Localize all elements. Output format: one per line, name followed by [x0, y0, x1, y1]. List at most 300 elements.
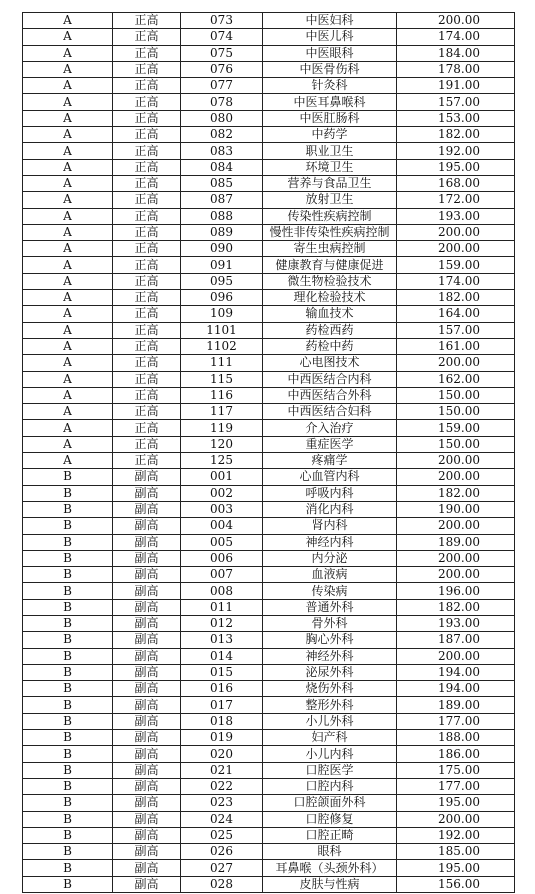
specialty-cell: 中药学 — [263, 127, 397, 143]
score-cell: 168.00 — [397, 175, 515, 191]
score-cell: 177.00 — [397, 778, 515, 794]
code-cell: 109 — [181, 306, 263, 322]
table-row — [23, 29, 515, 45]
title-cell: 副高 — [113, 811, 181, 827]
specialty-cell: 理化检验技术 — [263, 290, 397, 306]
code-cell: 002 — [181, 485, 263, 501]
specialty-cell: 口腔颌面外科 — [263, 795, 397, 811]
score-cell: 200.00 — [397, 567, 515, 583]
code-cell: 075 — [181, 45, 263, 61]
code-cell: 083 — [181, 143, 263, 159]
code-cell: 016 — [181, 681, 263, 697]
table-row — [23, 273, 515, 289]
level-cell: A — [23, 387, 113, 403]
title-cell: 副高 — [113, 518, 181, 534]
code-cell: 028 — [181, 876, 263, 892]
code-cell: 001 — [181, 469, 263, 485]
score-cell: 193.00 — [397, 615, 515, 631]
level-cell: B — [23, 534, 113, 550]
specialty-cell: 小儿内科 — [263, 746, 397, 762]
title-cell: 正高 — [113, 159, 181, 175]
title-cell: 正高 — [113, 175, 181, 191]
title-cell: 正高 — [113, 453, 181, 469]
code-cell: 020 — [181, 746, 263, 762]
table-row — [23, 876, 515, 892]
level-cell: A — [23, 306, 113, 322]
specialty-cell: 寄生虫病控制 — [263, 241, 397, 257]
title-cell: 副高 — [113, 681, 181, 697]
level-cell: B — [23, 876, 113, 892]
score-cell: 156.00 — [397, 876, 515, 892]
code-cell: 091 — [181, 257, 263, 273]
title-cell: 正高 — [113, 45, 181, 61]
title-cell: 正高 — [113, 241, 181, 257]
level-cell: A — [23, 273, 113, 289]
score-cell: 195.00 — [397, 860, 515, 876]
score-cell: 192.00 — [397, 827, 515, 843]
code-cell: 078 — [181, 94, 263, 110]
table-row — [23, 827, 515, 843]
score-cell: 164.00 — [397, 306, 515, 322]
specialty-cell: 口腔医学 — [263, 762, 397, 778]
specialty-cell: 神经内科 — [263, 534, 397, 550]
level-cell: B — [23, 681, 113, 697]
specialty-cell: 神经外科 — [263, 648, 397, 664]
score-cell: 157.00 — [397, 322, 515, 338]
specialty-cell: 妇产科 — [263, 730, 397, 746]
title-cell: 副高 — [113, 485, 181, 501]
title-cell: 正高 — [113, 306, 181, 322]
score-cell: 182.00 — [397, 599, 515, 615]
table-row — [23, 143, 515, 159]
level-cell: B — [23, 485, 113, 501]
level-cell: A — [23, 192, 113, 208]
level-cell: A — [23, 208, 113, 224]
specialty-cell: 普通外科 — [263, 599, 397, 615]
specialty-cell: 心电图技术 — [263, 355, 397, 371]
title-cell: 正高 — [113, 257, 181, 273]
level-cell: A — [23, 404, 113, 420]
specialty-cell: 药检中药 — [263, 338, 397, 354]
title-cell: 正高 — [113, 29, 181, 45]
table-row — [23, 469, 515, 485]
table-row — [23, 338, 515, 354]
title-cell: 副高 — [113, 599, 181, 615]
table-row — [23, 860, 515, 876]
score-cell: 177.00 — [397, 713, 515, 729]
code-cell: 008 — [181, 583, 263, 599]
table-row — [23, 322, 515, 338]
specialty-cell: 中医儿科 — [263, 29, 397, 45]
table-row — [23, 224, 515, 240]
code-cell: 014 — [181, 648, 263, 664]
level-cell: B — [23, 550, 113, 566]
specialty-cell: 内分泌 — [263, 550, 397, 566]
title-cell: 副高 — [113, 778, 181, 794]
score-cell: 189.00 — [397, 534, 515, 550]
score-cell: 194.00 — [397, 681, 515, 697]
code-cell: 088 — [181, 208, 263, 224]
code-cell: 003 — [181, 501, 263, 517]
table-row — [23, 811, 515, 827]
level-cell: A — [23, 224, 113, 240]
level-cell: A — [23, 436, 113, 452]
specialty-cell: 微生物检验技术 — [263, 273, 397, 289]
title-cell: 正高 — [113, 273, 181, 289]
score-cell: 153.00 — [397, 110, 515, 126]
table-row — [23, 61, 515, 77]
score-cell: 185.00 — [397, 844, 515, 860]
code-cell: 025 — [181, 827, 263, 843]
title-cell: 正高 — [113, 143, 181, 159]
score-cell: 186.00 — [397, 746, 515, 762]
title-cell: 正高 — [113, 127, 181, 143]
title-cell: 正高 — [113, 13, 181, 29]
table-row — [23, 355, 515, 371]
score-cell: 194.00 — [397, 664, 515, 680]
specialty-cell: 中西医结合内科 — [263, 371, 397, 387]
code-cell: 080 — [181, 110, 263, 126]
code-cell: 015 — [181, 664, 263, 680]
specialty-cell: 小儿外科 — [263, 713, 397, 729]
code-cell: 125 — [181, 453, 263, 469]
level-cell: A — [23, 159, 113, 175]
title-cell: 副高 — [113, 550, 181, 566]
table-row — [23, 241, 515, 257]
specialty-cell: 慢性非传染性疾病控制 — [263, 224, 397, 240]
score-cell: 191.00 — [397, 78, 515, 94]
level-cell: B — [23, 648, 113, 664]
table-row — [23, 778, 515, 794]
specialty-cell: 职业卫生 — [263, 143, 397, 159]
code-cell: 111 — [181, 355, 263, 371]
table-row — [23, 648, 515, 664]
table-row — [23, 567, 515, 583]
table-row — [23, 485, 515, 501]
title-cell: 正高 — [113, 208, 181, 224]
specialty-cell: 营养与食品卫生 — [263, 175, 397, 191]
level-cell: A — [23, 420, 113, 436]
code-cell: 021 — [181, 762, 263, 778]
score-cell: 172.00 — [397, 192, 515, 208]
score-cell: 174.00 — [397, 29, 515, 45]
title-cell: 副高 — [113, 534, 181, 550]
title-cell: 副高 — [113, 648, 181, 664]
specialty-cell: 胸心外科 — [263, 632, 397, 648]
code-cell: 073 — [181, 13, 263, 29]
level-cell: A — [23, 94, 113, 110]
level-cell: A — [23, 241, 113, 257]
score-cell: 174.00 — [397, 273, 515, 289]
level-cell: A — [23, 257, 113, 273]
table-row — [23, 746, 515, 762]
score-cell: 161.00 — [397, 338, 515, 354]
specialty-cell: 疼痛学 — [263, 453, 397, 469]
code-cell: 017 — [181, 697, 263, 713]
code-cell: 116 — [181, 387, 263, 403]
title-cell: 正高 — [113, 290, 181, 306]
table-row — [23, 78, 515, 94]
specialty-cell: 环境卫生 — [263, 159, 397, 175]
code-cell: 013 — [181, 632, 263, 648]
score-cell: 200.00 — [397, 550, 515, 566]
specialty-cell: 针灸科 — [263, 78, 397, 94]
specialty-cell: 药检西药 — [263, 322, 397, 338]
title-cell: 正高 — [113, 94, 181, 110]
level-cell: A — [23, 110, 113, 126]
table-row — [23, 501, 515, 517]
title-cell: 正高 — [113, 78, 181, 94]
table-row — [23, 518, 515, 534]
code-cell: 018 — [181, 713, 263, 729]
level-cell: B — [23, 615, 113, 631]
level-cell: B — [23, 518, 113, 534]
title-cell: 正高 — [113, 436, 181, 452]
table-row — [23, 681, 515, 697]
code-cell: 076 — [181, 61, 263, 77]
score-cell: 192.00 — [397, 143, 515, 159]
table-row — [23, 844, 515, 860]
code-cell: 085 — [181, 175, 263, 191]
table-row — [23, 192, 515, 208]
specialty-cell: 介入治疗 — [263, 420, 397, 436]
level-cell: B — [23, 632, 113, 648]
table-row — [23, 257, 515, 273]
score-cell: 188.00 — [397, 730, 515, 746]
level-cell: B — [23, 730, 113, 746]
specialty-cell: 中医肛肠科 — [263, 110, 397, 126]
score-cell: 200.00 — [397, 453, 515, 469]
score-cell: 200.00 — [397, 469, 515, 485]
specialty-cell: 耳鼻喉（头颈外科） — [263, 860, 397, 876]
code-cell: 1101 — [181, 322, 263, 338]
code-cell: 004 — [181, 518, 263, 534]
code-cell: 096 — [181, 290, 263, 306]
specialty-cell: 中西医结合外科 — [263, 387, 397, 403]
specialty-cell: 中西医结合妇科 — [263, 404, 397, 420]
specialty-cell: 泌尿外科 — [263, 664, 397, 680]
code-cell: 115 — [181, 371, 263, 387]
table-row — [23, 534, 515, 550]
title-cell: 副高 — [113, 827, 181, 843]
title-cell: 副高 — [113, 664, 181, 680]
title-cell: 副高 — [113, 746, 181, 762]
title-cell: 副高 — [113, 583, 181, 599]
table-row — [23, 713, 515, 729]
level-cell: B — [23, 811, 113, 827]
specialty-cell: 血液病 — [263, 567, 397, 583]
title-cell: 正高 — [113, 322, 181, 338]
specialty-cell: 中医骨伤科 — [263, 61, 397, 77]
code-cell: 087 — [181, 192, 263, 208]
level-cell: A — [23, 175, 113, 191]
level-cell: B — [23, 599, 113, 615]
table-row — [23, 404, 515, 420]
level-cell: B — [23, 827, 113, 843]
table-row — [23, 127, 515, 143]
level-cell: B — [23, 795, 113, 811]
level-cell: A — [23, 29, 113, 45]
title-cell: 副高 — [113, 876, 181, 892]
score-cell: 200.00 — [397, 811, 515, 827]
score-cell: 196.00 — [397, 583, 515, 599]
score-cell: 200.00 — [397, 13, 515, 29]
score-cell: 193.00 — [397, 208, 515, 224]
score-cell: 157.00 — [397, 94, 515, 110]
table-row — [23, 599, 515, 615]
code-cell: 084 — [181, 159, 263, 175]
title-cell: 副高 — [113, 860, 181, 876]
specialty-cell: 眼科 — [263, 844, 397, 860]
table-row — [23, 387, 515, 403]
score-cell: 200.00 — [397, 355, 515, 371]
title-cell: 正高 — [113, 110, 181, 126]
level-cell: A — [23, 290, 113, 306]
code-cell: 022 — [181, 778, 263, 794]
title-cell: 副高 — [113, 469, 181, 485]
specialty-cell: 整形外科 — [263, 697, 397, 713]
score-cell: 195.00 — [397, 159, 515, 175]
specialty-cell: 口腔修复 — [263, 811, 397, 827]
score-cell: 162.00 — [397, 371, 515, 387]
specialty-cell: 心血管内科 — [263, 469, 397, 485]
table-row — [23, 13, 515, 29]
level-cell: B — [23, 746, 113, 762]
code-cell: 026 — [181, 844, 263, 860]
code-cell: 082 — [181, 127, 263, 143]
table-row — [23, 795, 515, 811]
level-cell: A — [23, 45, 113, 61]
specialty-cell: 消化内科 — [263, 501, 397, 517]
score-cell: 150.00 — [397, 436, 515, 452]
specialty-cell: 皮肤与性病 — [263, 876, 397, 892]
code-cell: 006 — [181, 550, 263, 566]
title-cell: 副高 — [113, 501, 181, 517]
level-cell: B — [23, 583, 113, 599]
table-row — [23, 290, 515, 306]
level-cell: A — [23, 453, 113, 469]
level-cell: B — [23, 844, 113, 860]
score-cell: 189.00 — [397, 697, 515, 713]
score-table-body — [23, 13, 515, 893]
code-cell: 024 — [181, 811, 263, 827]
title-cell: 正高 — [113, 224, 181, 240]
code-cell: 074 — [181, 29, 263, 45]
level-cell: B — [23, 469, 113, 485]
score-cell: 200.00 — [397, 224, 515, 240]
level-cell: A — [23, 355, 113, 371]
code-cell: 095 — [181, 273, 263, 289]
table-row — [23, 306, 515, 322]
code-cell: 1102 — [181, 338, 263, 354]
specialty-cell: 呼吸内科 — [263, 485, 397, 501]
score-cell: 200.00 — [397, 648, 515, 664]
specialty-cell: 重症医学 — [263, 436, 397, 452]
level-cell: B — [23, 501, 113, 517]
table-row — [23, 94, 515, 110]
specialty-cell: 健康教育与健康促进 — [263, 257, 397, 273]
title-cell: 正高 — [113, 192, 181, 208]
level-cell: A — [23, 127, 113, 143]
specialty-cell: 输血技术 — [263, 306, 397, 322]
title-cell: 正高 — [113, 404, 181, 420]
title-cell: 正高 — [113, 355, 181, 371]
title-cell: 正高 — [113, 420, 181, 436]
score-cell: 178.00 — [397, 61, 515, 77]
specialty-cell: 骨外科 — [263, 615, 397, 631]
level-cell: B — [23, 664, 113, 680]
level-cell: B — [23, 860, 113, 876]
code-cell: 117 — [181, 404, 263, 420]
specialty-cell: 肾内科 — [263, 518, 397, 534]
code-cell: 089 — [181, 224, 263, 240]
title-cell: 副高 — [113, 697, 181, 713]
score-cell: 190.00 — [397, 501, 515, 517]
specialty-cell: 中医耳鼻喉科 — [263, 94, 397, 110]
table-row — [23, 664, 515, 680]
title-cell: 副高 — [113, 795, 181, 811]
score-cell: 159.00 — [397, 420, 515, 436]
score-cell: 195.00 — [397, 795, 515, 811]
title-cell: 正高 — [113, 61, 181, 77]
title-cell: 副高 — [113, 567, 181, 583]
code-cell: 011 — [181, 599, 263, 615]
code-cell: 077 — [181, 78, 263, 94]
score-cell: 150.00 — [397, 387, 515, 403]
score-cell: 184.00 — [397, 45, 515, 61]
level-cell: A — [23, 338, 113, 354]
table-row — [23, 159, 515, 175]
code-cell: 027 — [181, 860, 263, 876]
level-cell: A — [23, 371, 113, 387]
score-cell: 159.00 — [397, 257, 515, 273]
score-cell: 200.00 — [397, 518, 515, 534]
code-cell: 090 — [181, 241, 263, 257]
table-row — [23, 453, 515, 469]
code-cell: 119 — [181, 420, 263, 436]
table-row — [23, 730, 515, 746]
score-cell: 200.00 — [397, 241, 515, 257]
table-row — [23, 762, 515, 778]
table-row — [23, 436, 515, 452]
level-cell: B — [23, 697, 113, 713]
score-cell: 182.00 — [397, 127, 515, 143]
level-cell: B — [23, 713, 113, 729]
code-cell: 007 — [181, 567, 263, 583]
score-cell: 187.00 — [397, 632, 515, 648]
specialty-cell: 口腔内科 — [263, 778, 397, 794]
score-table — [22, 12, 515, 893]
level-cell: A — [23, 143, 113, 159]
table-row — [23, 632, 515, 648]
code-cell: 120 — [181, 436, 263, 452]
title-cell: 正高 — [113, 387, 181, 403]
code-cell: 019 — [181, 730, 263, 746]
code-cell: 012 — [181, 615, 263, 631]
score-cell: 150.00 — [397, 404, 515, 420]
specialty-cell: 中医妇科 — [263, 13, 397, 29]
code-cell: 005 — [181, 534, 263, 550]
title-cell: 副高 — [113, 713, 181, 729]
title-cell: 副高 — [113, 762, 181, 778]
code-cell: 023 — [181, 795, 263, 811]
title-cell: 副高 — [113, 615, 181, 631]
table-row — [23, 371, 515, 387]
title-cell: 副高 — [113, 844, 181, 860]
score-cell: 175.00 — [397, 762, 515, 778]
table-row — [23, 583, 515, 599]
specialty-cell: 传染病 — [263, 583, 397, 599]
